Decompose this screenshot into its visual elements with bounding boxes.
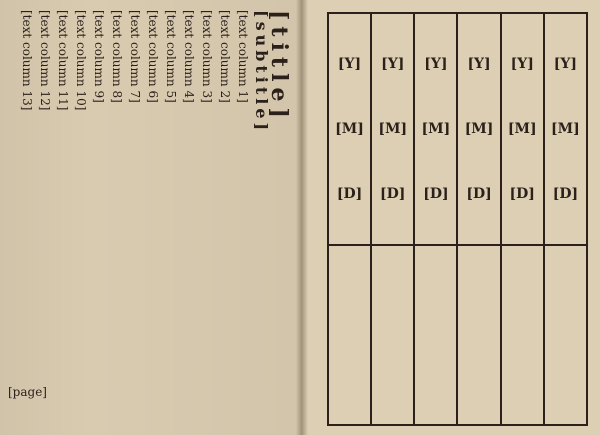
text-column: [text column 7]	[128, 10, 142, 103]
text-column: [text column 2]	[218, 10, 232, 103]
date-column	[543, 14, 586, 424]
blank-cell	[545, 246, 586, 424]
date-cell	[415, 14, 456, 246]
date-label-month: [M]	[507, 120, 537, 137]
date-label-day: [D]	[336, 185, 363, 202]
date-table	[327, 12, 588, 426]
date-label-month: [M]	[421, 120, 451, 137]
date-cell	[372, 14, 413, 246]
text-column: [text column 1]	[236, 10, 250, 103]
date-label-day: [D]	[380, 185, 406, 202]
date-label-year: [Y]	[424, 56, 448, 73]
date-label-year: [Y]	[337, 56, 362, 73]
date-label-day: [D]	[552, 185, 579, 202]
text-column: [text column 10]	[74, 10, 88, 111]
date-cell	[545, 14, 586, 246]
text-column: [text column 4]	[182, 10, 196, 103]
date-cell	[458, 14, 499, 246]
blank-cell	[502, 246, 543, 424]
date-cell	[329, 14, 370, 246]
date-column	[329, 14, 370, 424]
blank-cell	[415, 246, 456, 424]
text-body	[18, 10, 292, 420]
document-title: [title]	[266, 10, 292, 124]
date-label-month: [M]	[335, 120, 364, 137]
text-column: [text column 8]	[110, 10, 124, 103]
blank-cell	[458, 246, 499, 424]
page-number: [page]	[8, 385, 47, 399]
date-label-year: [Y]	[510, 56, 534, 73]
text-column: [text column 3]	[200, 10, 214, 103]
blank-cell	[372, 246, 413, 424]
date-label-month: [M]	[551, 120, 580, 137]
document-subtitle: [subtitle]	[252, 10, 271, 135]
date-label-month: [M]	[378, 120, 408, 137]
text-column: [text column 12]	[38, 10, 52, 111]
text-column: [text column 11]	[56, 10, 70, 111]
text-column: [text column 9]	[92, 10, 106, 103]
date-label-day: [D]	[466, 185, 492, 202]
text-column: [text column 5]	[164, 10, 178, 103]
date-label-year: [Y]	[467, 56, 491, 73]
date-label-day: [D]	[423, 185, 449, 202]
date-column	[500, 14, 543, 424]
text-column: [text column 6]	[146, 10, 160, 103]
date-label-year: [Y]	[381, 56, 405, 73]
date-cell	[502, 14, 543, 246]
date-label-year: [Y]	[553, 56, 578, 73]
date-label-day: [D]	[509, 185, 535, 202]
date-column	[370, 14, 413, 424]
date-column	[413, 14, 456, 424]
date-label-month: [M]	[464, 120, 494, 137]
date-column	[456, 14, 499, 424]
book-gutter	[296, 0, 308, 435]
blank-cell	[329, 246, 370, 424]
text-column: [text column 13]	[20, 10, 34, 111]
